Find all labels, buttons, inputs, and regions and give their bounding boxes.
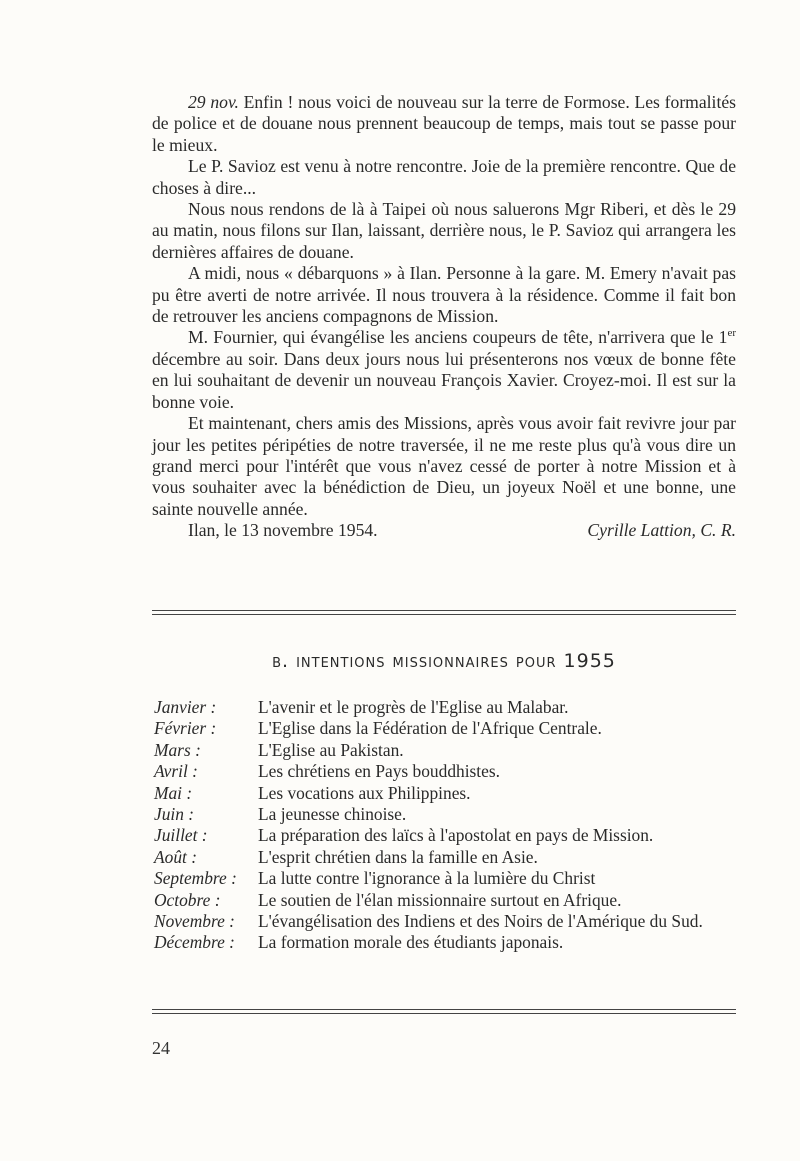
paragraph-3: Nous nous rendons de là à Taipei où nous saluerons Mgr Riberi, et dès le 29 au matin, nous filons sur Ilan, laissant, derrière nous, le P. Savioz qui arrangera les dernières affaires de douane.: [152, 199, 736, 262]
month-label: Juin :: [154, 804, 195, 825]
list-item: [150, 804, 740, 825]
list-item: [150, 890, 740, 911]
intention-text: L'évangélisation des Indiens et des Noirs de l'Amérique du Sud.: [258, 911, 703, 932]
double-rule-bottom: [152, 1009, 736, 1014]
paragraph-4: A midi, nous « débarquons » à Ilan. Personne à la gare. M. Emery n'avait pas pu être averti de notre arrivée. Il nous trouvera à la résidence. Comme il fait bon de retrouver les anciens compagnons de Mission.: [152, 263, 736, 327]
intention-text: L'Eglise au Pakistan.: [258, 739, 404, 760]
intention-text: Les vocations aux Philippines.: [258, 782, 471, 803]
paragraph-5-end: décembre au soir. Dans deux jours nous lui présenterons nos vœux de bonne fête en lui souhaitant de devenir un nouveau François Xavier. Croyez-moi. Il est sur la bonne voie.: [152, 348, 736, 412]
month-label: Octobre :: [154, 889, 221, 910]
double-rule-top: [152, 610, 736, 615]
intention-text: L'Eglise dans la Fédération de l'Afrique Centrale.: [258, 718, 602, 739]
intention-text: La jeunesse chinoise.: [258, 804, 407, 825]
list-item: [150, 697, 740, 718]
section-heading-label: b. intentions missionnaires pour: [272, 650, 557, 672]
month-label: Août :: [154, 846, 197, 867]
intention-text: La formation morale des étudiants japonais.: [258, 932, 564, 953]
paragraph-5-start: M. Fournier, qui évangélise les anciens coupeurs de tête, n'arrivera que le 1: [188, 327, 728, 348]
paragraph-1-text: Enfin ! nous voici de nouveau sur la terre de Formose. Les formalités de police et de douane nous prennent beaucoup de temps, mais tout se passe pour le mieux.: [152, 92, 736, 155]
list-item: [150, 740, 740, 761]
list-item: [150, 868, 740, 889]
month-label: Juillet :: [154, 825, 208, 846]
month-label: Novembre :: [154, 911, 235, 932]
intention-text: L'avenir et le progrès de l'Eglise au Malabar.: [258, 697, 569, 717]
intention-text: La préparation des laïcs à l'apostolat en pays de Mission.: [258, 825, 654, 846]
paragraph-2: Le P. Savioz est venu à notre rencontre. Joie de la première rencontre. Que de choses à dire...: [152, 156, 736, 198]
list-item: [150, 911, 740, 932]
entry-date: 29 nov.: [188, 92, 239, 112]
list-item: [150, 718, 740, 739]
ordinal-superscript: er: [727, 327, 736, 340]
paragraph-5: [152, 327, 736, 413]
month-label: Janvier :: [154, 697, 217, 717]
paragraph-6: Et maintenant, chers amis des Missions, après vous avoir fait revivre jour par jour les petites péripéties de notre traversée, il ne me reste plus qu'à vous dire un grand merci pour l'intérêt que vous n'avez cessé de porter à notre Mission et à vous souhaiter avec la bénédiction de Dieu, un joyeux Noël et une bonne, une sainte nouvelle année.: [152, 413, 736, 519]
section-heading: [152, 650, 736, 672]
paragraph-1: [152, 92, 736, 156]
month-label: Mai :: [154, 782, 193, 803]
list-item: [150, 783, 740, 804]
list-item: [150, 847, 740, 868]
intention-text: Le soutien de l'élan missionnaire surtout en Afrique.: [258, 889, 622, 910]
intention-text: L'esprit chrétien dans la famille en Asie.: [258, 846, 538, 867]
signature-line: [152, 520, 736, 541]
section-heading-year: 1955: [563, 650, 616, 672]
list-item: [150, 825, 740, 846]
month-label: Décembre :: [154, 932, 235, 953]
letter-body: [152, 92, 736, 542]
intention-text: La lutte contre l'ignorance à la lumière du Christ: [258, 868, 596, 889]
month-label: Avril :: [154, 761, 198, 782]
list-item: [150, 761, 740, 782]
month-label: Septembre :: [154, 868, 237, 889]
place-date: Ilan, le 13 novembre 1954.: [188, 520, 378, 541]
intentions-list: [150, 697, 740, 954]
intention-text: Les chrétiens en Pays bouddhistes.: [258, 761, 500, 782]
list-item: [150, 932, 740, 953]
signature: Cyrille Lattion, C. R.: [587, 520, 736, 541]
month-label: Février :: [154, 718, 217, 739]
page-number: 24: [152, 1038, 170, 1058]
month-label: Mars :: [154, 739, 201, 760]
